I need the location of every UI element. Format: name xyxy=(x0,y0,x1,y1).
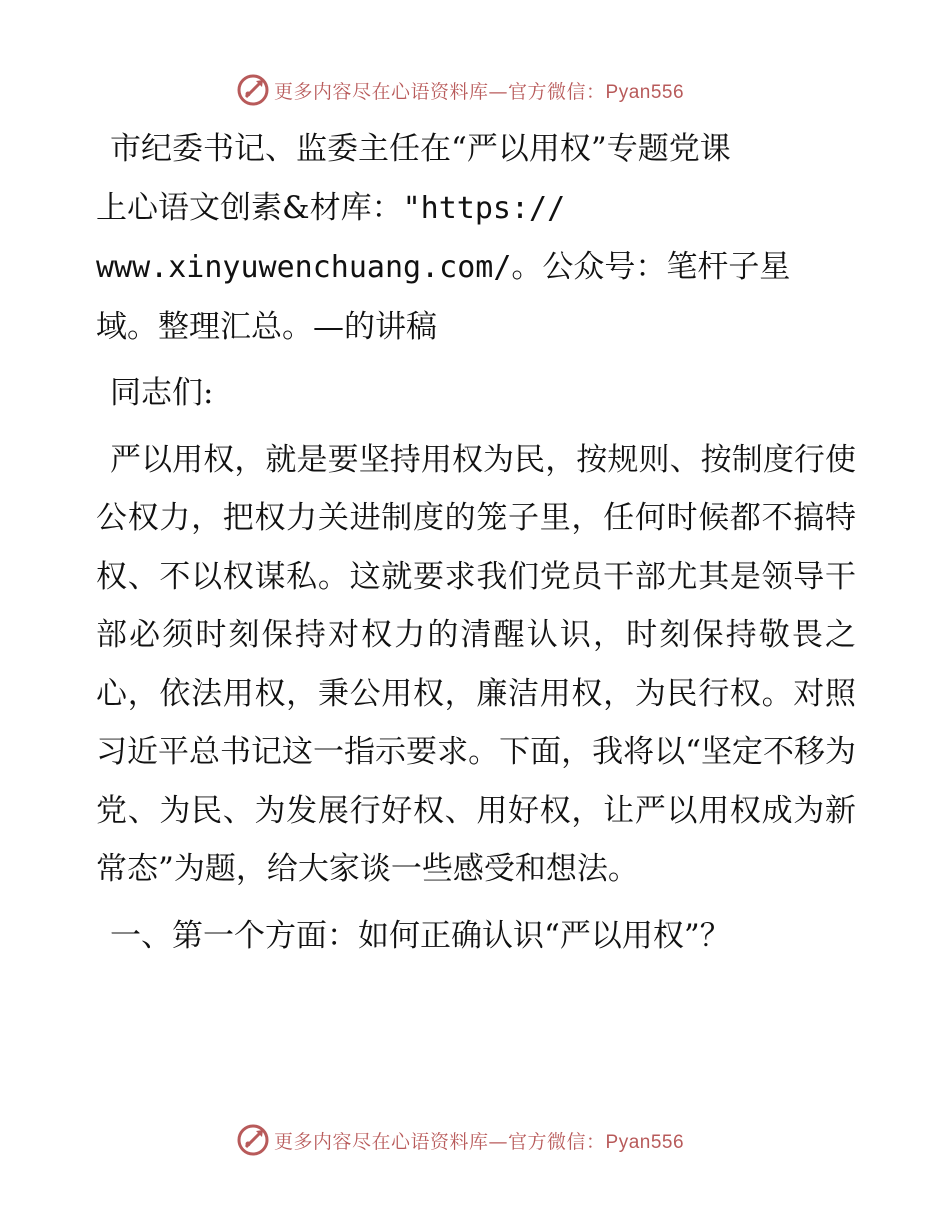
banner-text: 更多内容尽在心语资料库—官方微信： xyxy=(274,80,606,103)
banner-wechat-id: Pyan556 xyxy=(605,1131,685,1153)
banner-text: 更多内容尽在心语资料库—官方微信： xyxy=(274,1130,606,1153)
paragraph-1 xyxy=(96,431,856,899)
document-title-line-4: 域。整理汇总。—的讲稿 xyxy=(96,308,437,345)
title-source-label: 上心语文创素&材库： xyxy=(96,189,403,226)
section-heading-1: 一、第一个方面：如何正确认识“严以用权”？ xyxy=(110,917,731,954)
title-url-start: "https:// xyxy=(402,190,566,226)
document-title-line-2 xyxy=(96,179,856,239)
banner-wechat-id: Pyan556 xyxy=(605,81,685,103)
document-title-line-1: 市纪委书记、监委主任在“严以用权”专题党课 xyxy=(110,131,731,167)
logo-icon xyxy=(236,73,270,107)
greeting: 同志们: xyxy=(110,375,214,411)
logo-icon xyxy=(236,1123,270,1157)
title-url: www.xinyuwenchuang.com/ xyxy=(96,250,512,285)
document-title-line-3 xyxy=(96,238,856,298)
footer-banner xyxy=(0,1120,950,1160)
paragraph-1-text: 严以用权，就是要坚持用权为民，按规则、按制度行使公权力，把权力关进制度的笼子里，任何时候都不搞特权、不以权谋私。这就要求我们党员干部尤其是领导干部必须时刻保持对权力的清醒认识，时刻保持敬畏之心，依法用权，秉公用权，廉洁用权，为民行权。对照习近平总书记这一指示要求。下面，我将以“坚定不移为党、为民、为发展行好权、用好权，让严以用权成为新常态”为题，给大家谈一些感受和想法。 xyxy=(96,441,856,887)
document-body xyxy=(96,120,856,965)
title-account: 。公众号：笔杆子星 xyxy=(511,249,791,285)
header-banner xyxy=(0,70,950,110)
